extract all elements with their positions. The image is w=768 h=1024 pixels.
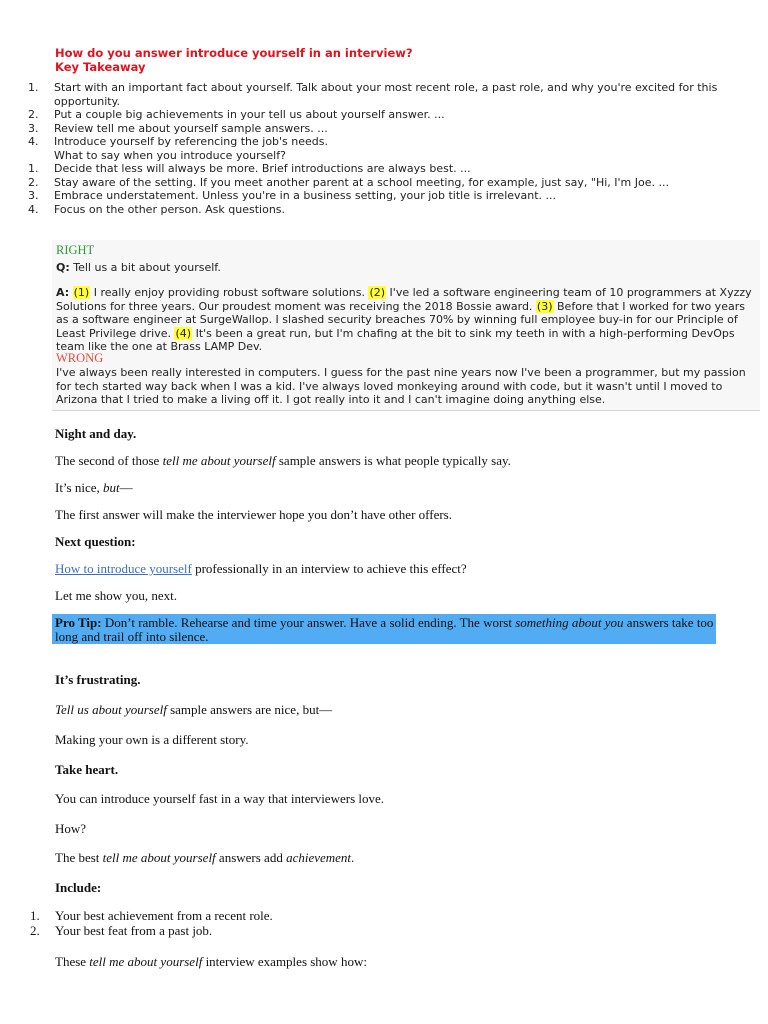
text: These <box>55 954 90 969</box>
emphasis: something about you <box>515 615 624 630</box>
pro-tip-label: Pro Tip: <box>55 615 102 630</box>
pro-tip-box <box>52 614 716 644</box>
paragraph <box>55 880 735 895</box>
marker-3: (3) <box>536 299 553 313</box>
list-number: 4. <box>28 202 39 216</box>
wrong-label: WRONG <box>56 351 104 365</box>
list-item <box>30 923 730 938</box>
paragraph <box>55 561 735 576</box>
list-item <box>28 176 728 190</box>
list-number: 2. <box>30 923 40 938</box>
text: answers take too long and trail off into silence. <box>55 615 714 644</box>
paragraph <box>55 480 735 495</box>
introduce-yourself-link[interactable]: How to introduce yourself <box>55 561 192 576</box>
paragraph: Making your own is a different story. <box>55 732 249 747</box>
wrong-answer: I've always been really interested in computers. I guess for the past nine years now I've been a programmer, but my passion for tech started way back when I was a kid. I've always loved monkeying around with code, but it wasn't until I moved to Arizona that I tried to make a living off it. I got really into it and I can't imagine doing anything else. <box>56 366 746 406</box>
emphasis: tell me about yourself <box>162 453 276 468</box>
paragraph <box>55 534 735 549</box>
list-subheading: What to say when you introduce yourself? <box>54 148 286 162</box>
list-item <box>28 203 728 217</box>
list-item <box>28 108 728 122</box>
list-item-text: Focus on the other person. Ask questions. <box>54 202 286 216</box>
paragraph <box>55 762 735 777</box>
example-answer-card <box>52 240 760 411</box>
list-number: 2. <box>28 175 39 189</box>
answer-part-3: Before that I worked for two years as a software engineer at SurgeWallop. I slashed security breaches 70% by winning full employee buy-in for our Principle of Least Privilege drive. <box>56 299 745 340</box>
paragraph <box>55 426 735 441</box>
emphasis: tell me about yourself <box>102 850 216 865</box>
list-number: 3. <box>28 189 39 202</box>
bold-heading: Night and day. <box>55 426 137 441</box>
list-item-text: Decide that less will always be more. Brief introductions are always best. ... <box>54 162 471 175</box>
question-title: How do you answer introduce yourself in an interview? <box>55 46 413 60</box>
list-number: 3. <box>28 121 39 135</box>
list-number: 1. <box>28 81 39 94</box>
paragraph: You can introduce yourself fast in a way that interviewers love. <box>55 791 385 806</box>
list-item <box>28 135 728 149</box>
right-answer <box>56 286 756 354</box>
bold-heading: It’s frustrating. <box>55 672 141 687</box>
list-item-text: Embrace understatement. Unless you're in a business setting, your job title is irrelevant. ... <box>54 189 557 202</box>
list-item-text: Stay aware of the setting. If you meet another parent at a school meeting, for example, just say, "Hi, I'm Joe. ... <box>54 175 669 189</box>
list-item <box>28 81 728 108</box>
article-heading <box>55 46 413 74</box>
include-list <box>30 908 730 938</box>
marker-4: (4) <box>175 326 192 340</box>
marker-1: (1) <box>73 286 90 299</box>
emphasis: achievement <box>286 850 352 865</box>
list-number: 1. <box>30 908 40 923</box>
bold-heading: Next question: <box>55 534 136 549</box>
emphasis: Tell us about yourself <box>55 702 167 717</box>
emphasis: tell me about yourself <box>89 954 203 969</box>
text: . <box>351 850 355 865</box>
paragraph <box>55 453 735 468</box>
answer-prefix: A: <box>56 286 70 299</box>
question-prefix: Q: <box>56 261 70 274</box>
list-item-text: Your best achievement from a recent role. <box>55 908 273 923</box>
list-number: 1. <box>28 162 39 175</box>
bold-heading: Take heart. <box>55 762 119 777</box>
list-item <box>30 908 730 923</box>
list-item <box>28 162 728 176</box>
answer-part-1: I really enjoy providing robust software solutions. <box>90 286 369 299</box>
example-question <box>56 261 756 275</box>
list-item-text: Start with an important fact about yourself. Talk about your most recent role, a past role, and why you're excited for this opportunity. <box>54 81 718 108</box>
text: sample answers is what people typically say. <box>275 453 511 468</box>
list-number: 4. <box>28 135 39 148</box>
text: Don’t ramble. Rehearse and time your answer. Have a solid ending. The worst <box>101 615 516 630</box>
list-item-text: Put a couple big achievements in your tell us about yourself answer. ... <box>54 108 445 121</box>
list-number: 2. <box>28 108 39 121</box>
answer-part-2: I've led a software engineering team of 10 programmers at Xyzzy Solutions for three years. Our proudest moment was receiving the 2018 Bossie award. <box>56 286 752 313</box>
text: professionally in an interview to achieve this effect? <box>191 561 467 576</box>
text: The second of those <box>55 453 163 468</box>
takeaway-list <box>28 81 728 216</box>
text: The best <box>55 850 103 865</box>
text: interview examples show how: <box>202 954 367 969</box>
answer-part-4: It's been a great run, but I'm chafing at the bit to sink my teeth in with a high-performing DevOps team like the one at Brass LAMP Dev. <box>56 326 735 353</box>
paragraph <box>55 672 735 687</box>
list-item <box>28 122 728 136</box>
text: answers add <box>215 850 287 865</box>
text: — <box>119 480 133 495</box>
bold-heading: Include: <box>55 880 102 895</box>
paragraph: How? <box>55 821 87 836</box>
paragraph: Let me show you, next. <box>55 588 178 603</box>
right-label: RIGHT <box>56 243 95 257</box>
paragraph <box>55 850 735 865</box>
question-text: Tell us a bit about yourself. <box>69 261 221 274</box>
list-item <box>28 189 728 203</box>
marker-2: (2) <box>369 286 386 299</box>
emphasis: but <box>103 480 120 495</box>
paragraph <box>55 954 735 969</box>
text: It’s nice, <box>55 480 104 495</box>
key-takeaway-title: Key Takeaway <box>55 60 146 74</box>
paragraph: The first answer will make the interviewer hope you don’t have other offers. <box>55 507 452 522</box>
text: sample answers are nice, but— <box>166 702 333 717</box>
list-item-text: Your best feat from a past job. <box>55 923 213 938</box>
paragraph <box>55 702 735 717</box>
list-item-text: Introduce yourself by referencing the job's needs. <box>54 135 329 148</box>
list-item-text: Review tell me about yourself sample answers. ... <box>54 121 328 135</box>
